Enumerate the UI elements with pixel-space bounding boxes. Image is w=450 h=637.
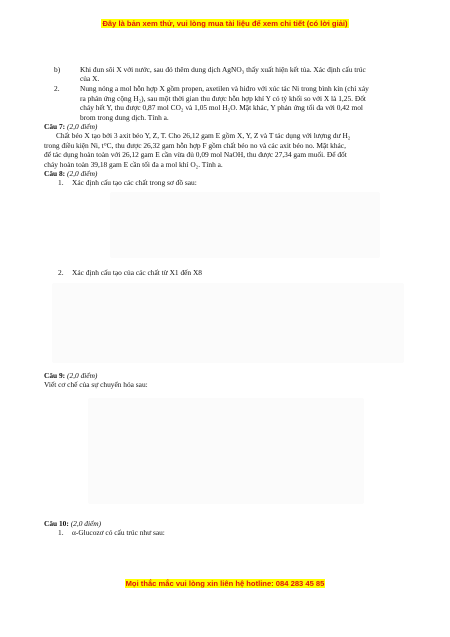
question-10-heading [44, 519, 101, 528]
question-9-text: Viết cơ chế của sự chuyển hóa sau: [44, 380, 148, 389]
question-9-points: (2,0 điểm) [67, 371, 98, 380]
question-8-label: Câu 8: [44, 169, 66, 178]
question-10-item-1-text: α-Glucozơ có cấu trúc như sau: [72, 528, 165, 537]
question-10-label: Câu 10: [44, 519, 69, 528]
question-7-line-4: cháy hoàn toàn 39,18 gam E cần tối đa a mol khí O₂. Tính a. [44, 160, 223, 169]
hotline-text: Mọi thắc mắc vui lòng xin liên hệ hotline: 084 283 45 85 [125, 579, 325, 588]
question-8-item-2-text: Xác định cấu tạo của các chất từ X1 đến X8 [72, 268, 203, 277]
question-8-item-1-marker: 1. [58, 178, 64, 187]
item-2-line-1: Nung nóng a mol hỗn hợp X gồm propen, axetilen và hiđro với xúc tác Ni trong bình kín (chỉ xảy [80, 84, 369, 93]
preview-notice-text: Đây là bản xem thử, vui lòng mua tài liệu để xem chi tiết (có lời giải) [102, 19, 348, 28]
item-2-line-4: brom trong dung dịch. Tính a. [80, 113, 169, 122]
item-b-line-2: của X. [80, 74, 100, 83]
question-8-points: (2,0 điểm) [67, 169, 98, 178]
question-8-item-2-marker: 2. [58, 268, 64, 277]
question-7-line-3: để tác dụng hoàn toàn với 26,12 gam E cần vừa đủ 0,09 mol NaOH, thu được 27,34 gam muối. Để đốt [44, 150, 347, 159]
item-2-line-3: cháy hết Y, thu được 0,87 mol CO₂ và 1,05 mol H₂O. Mặt khác, Y phản ứng tối đa với 0,42 mol [80, 103, 363, 112]
reaction-scheme-image [110, 192, 380, 258]
hotline-banner [0, 579, 450, 588]
item-2-marker: 2. [54, 84, 60, 93]
question-7-heading [44, 122, 97, 131]
preview-notice-banner [0, 19, 450, 28]
question-8-item-1-text: Xác định cấu tạo các chất trong sơ đồ sau: [72, 178, 197, 187]
question-7-line-1: Chất béo X tạo bởi 3 axit béo Y, Z, T. Cho 26,12 gam E gồm X, Y, Z và T tác dụng với lượng dư H₂ [56, 131, 351, 140]
question-7-points: (2,0 điểm) [67, 122, 98, 131]
question-10-item-1-marker: 1. [58, 528, 64, 537]
question-10-points: (2,0 điểm) [70, 519, 102, 528]
question-7-line-2: trong điều kiện Ni, t°C, thu được 26,32 gam hỗn hợp F gồm chất béo no và các axit béo no. Mặt khác, [44, 141, 346, 150]
mechanism-image [88, 398, 364, 504]
item-b-line-1: Khi đun sôi X với nước, sau đó thêm dung dịch AgNO₃ thấy xuất hiện kết tủa. Xác định cấu trúc [80, 65, 366, 74]
item-2-line-2: ra phản ứng cộng H₂), sau một thời gian thu được hỗn hợp khí Y có tỷ khối so với X là 1,25. Đốt [80, 94, 366, 103]
question-9-label: Câu 9: [44, 371, 66, 380]
question-8-heading [44, 169, 97, 178]
item-b-marker: b) [54, 65, 61, 74]
x1-x8-scheme-image [52, 283, 404, 363]
question-9-heading [44, 371, 97, 380]
question-7-label: Câu 7: [44, 122, 66, 131]
